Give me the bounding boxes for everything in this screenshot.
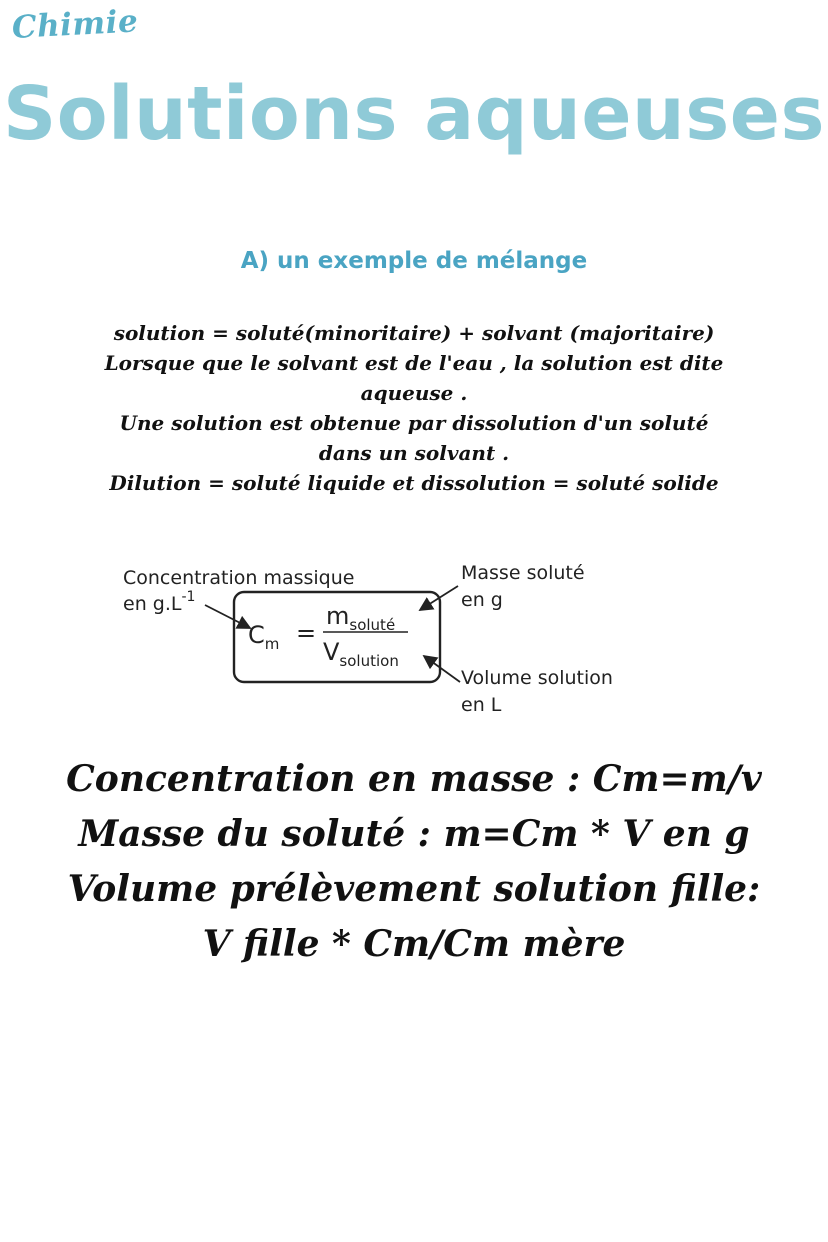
- section-heading: A) un exemple de mélange: [240, 248, 588, 274]
- denominator: $V_{solution}$: [323, 638, 399, 670]
- volume-label: Volume solution: [461, 667, 613, 689]
- definition-line: solution = soluté(minoritaire) + solvant (majoritaire): [113, 321, 715, 345]
- cm-symbol: $C_m$: [248, 621, 280, 653]
- formula-line: Masse du soluté : m=Cm * V en g: [78, 813, 750, 855]
- concentration-unit-label: en $g.L^{-1}$: [123, 589, 196, 615]
- definition-line: Dilution = soluté liquide et dissolution = soluté solide: [109, 471, 719, 495]
- equals-sign: =: [296, 619, 317, 647]
- definitions-block: [100, 318, 728, 498]
- concentration-label: Concentration massique: [123, 567, 355, 589]
- arrow-volume: [424, 656, 460, 682]
- subject-tag: Chimie: [11, 3, 140, 46]
- arrow-concentration: [205, 605, 250, 628]
- formula-line: Volume prélèvement solution fille:: [67, 868, 761, 910]
- volume-unit-label: en L: [461, 694, 502, 716]
- mass-unit-label: en g: [461, 589, 503, 611]
- page-title: Solutions aqueuses: [3, 71, 825, 157]
- numerator: $m_{soluté}$: [326, 602, 396, 634]
- formula-line: V fille * Cm/Cm mère: [202, 923, 626, 965]
- definition-line: Une solution est obtenue par dissolution d'un soluté dans un solvant .: [119, 411, 709, 465]
- mass-label: Masse soluté: [461, 562, 585, 584]
- formula-line: Concentration en masse : Cm=m/v: [66, 758, 762, 800]
- formulas-block: [0, 752, 828, 972]
- concentration-formula-diagram: [110, 550, 670, 730]
- definition-line: Lorsque que le solvant est de l'eau , la solution est dite aqueuse .: [104, 351, 724, 405]
